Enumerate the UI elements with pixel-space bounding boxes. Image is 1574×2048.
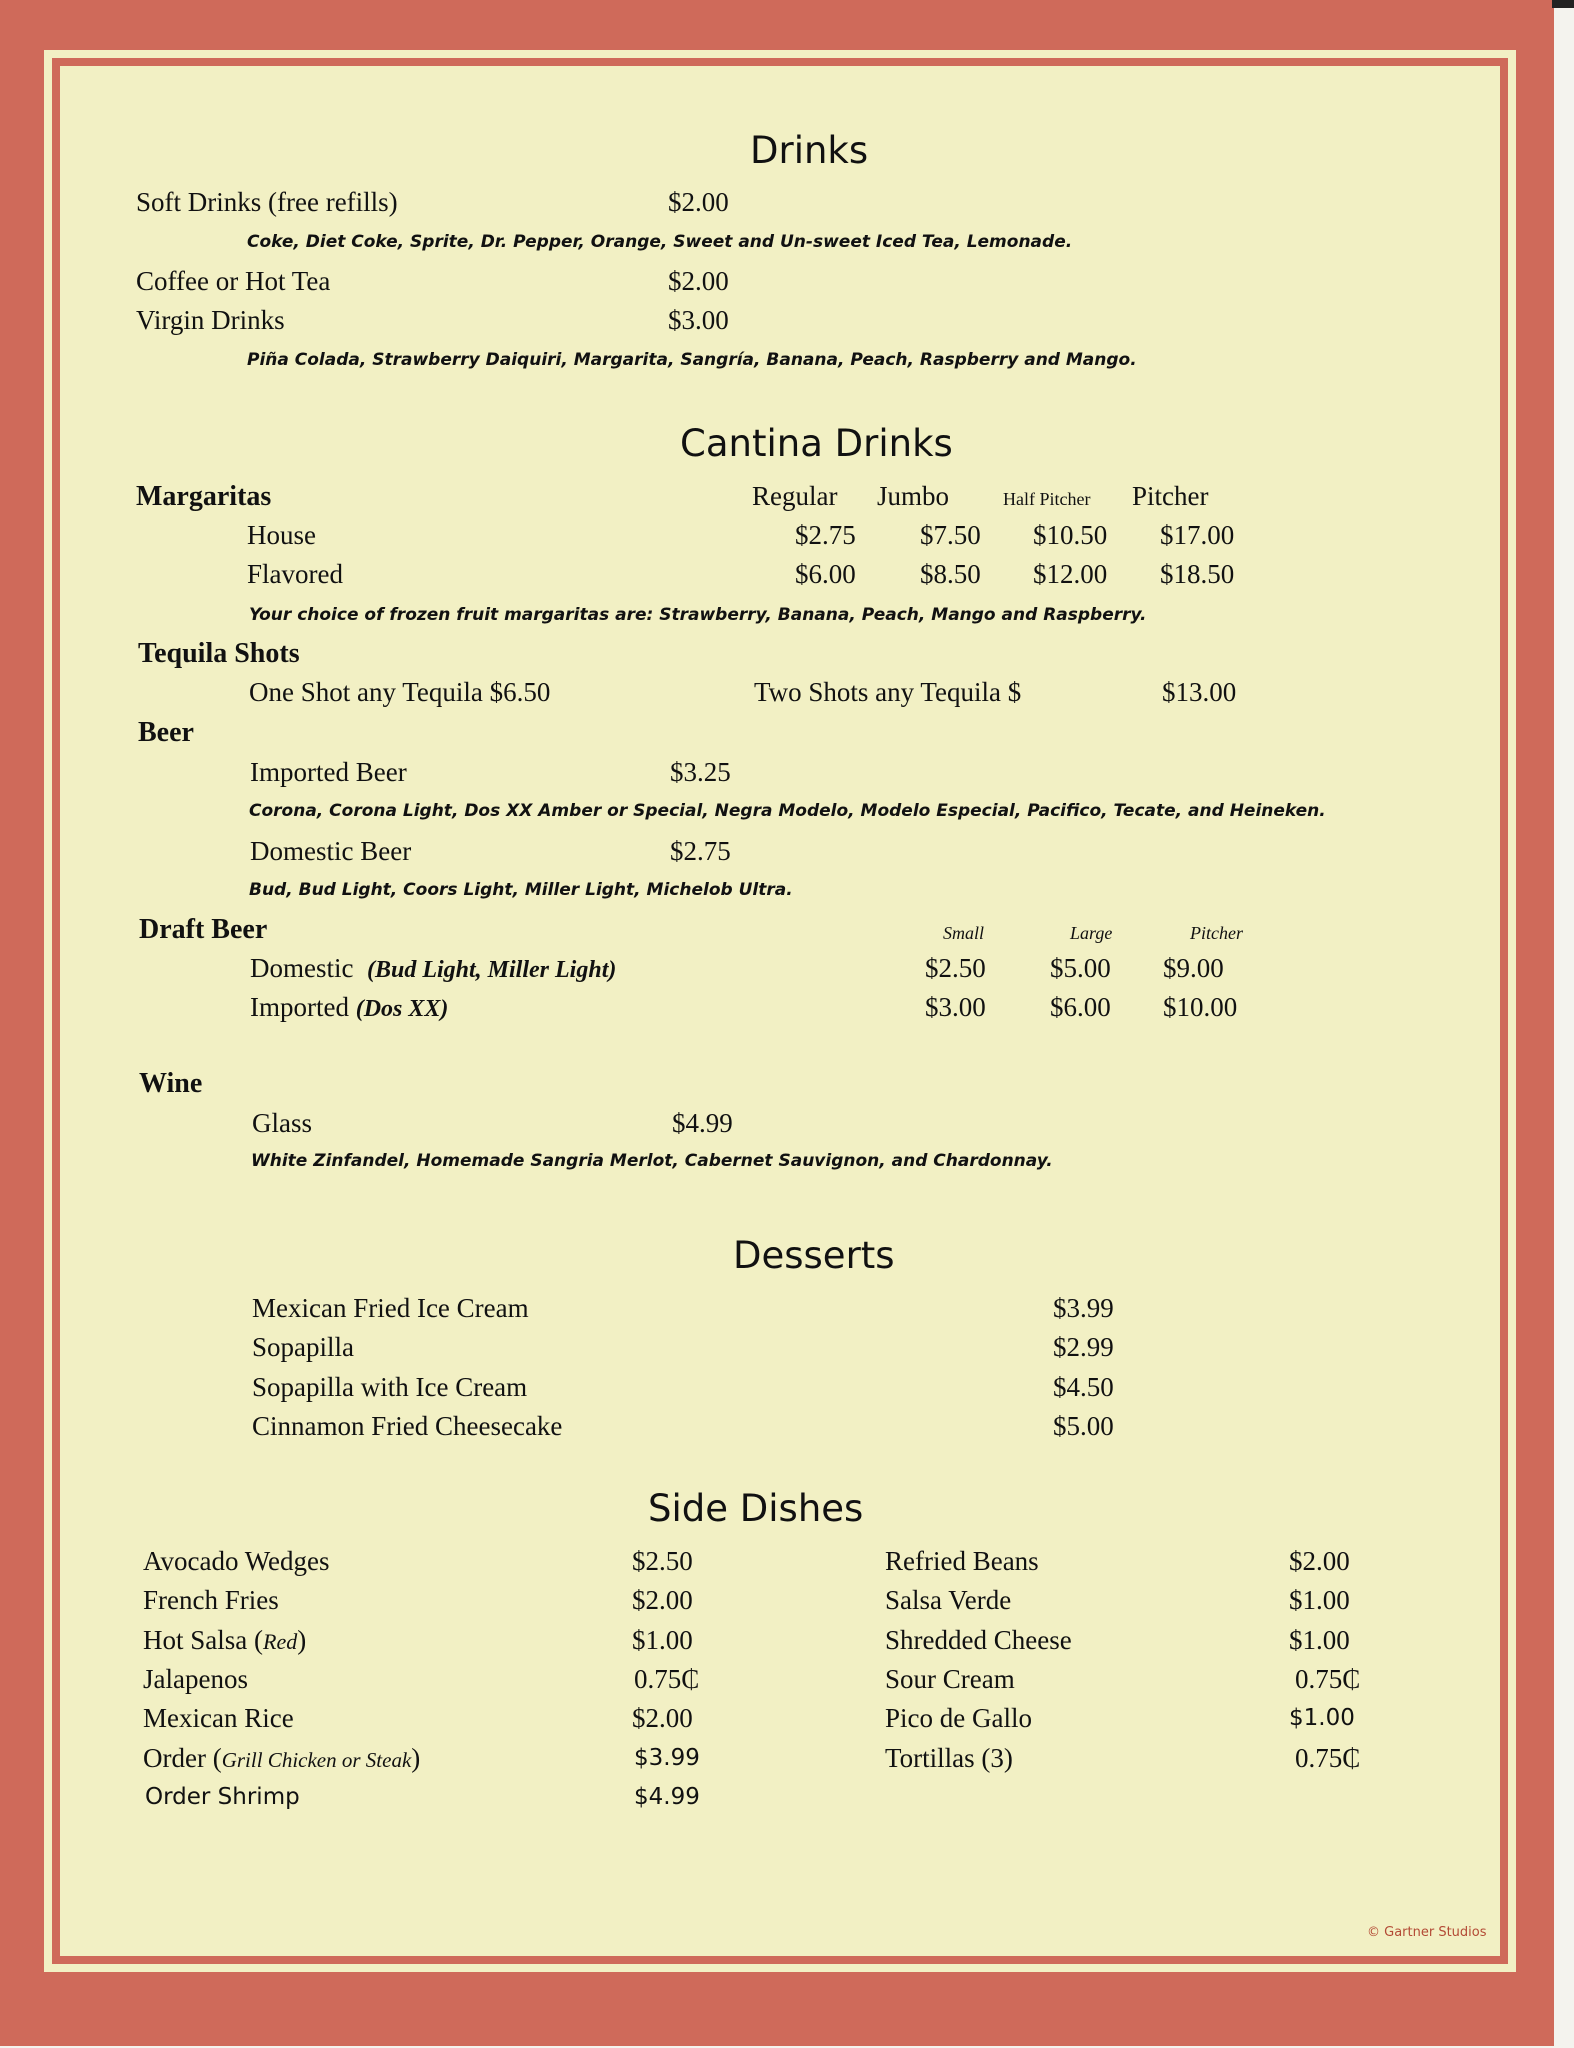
desserts-title: Desserts xyxy=(733,1234,895,1277)
soft-drinks-price: $2.00 xyxy=(668,187,729,217)
dessert-name: Mexican Fried Ice Cream xyxy=(252,1293,529,1323)
flavored-jumbo: $8.50 xyxy=(920,559,981,589)
draft-domestic-large: $5.00 xyxy=(1050,953,1111,983)
side-name: Order xyxy=(143,1743,206,1773)
side-price: $1.00 xyxy=(632,1625,693,1655)
virgin-price: $3.00 xyxy=(668,305,729,335)
side-price: 0.75₵ xyxy=(1295,1664,1361,1694)
side-price: $4.99 xyxy=(634,1784,700,1810)
house-name: House xyxy=(247,520,316,550)
col-regular: Regular xyxy=(752,481,838,511)
copyright-credit: © Gartner Studios xyxy=(1367,1925,1487,1940)
house-half: $10.50 xyxy=(1033,520,1108,550)
draft-domestic-small: $2.50 xyxy=(925,953,986,983)
draft-imported-name: Imported xyxy=(250,992,349,1022)
domestic-beer-desc: Bud, Bud Light, Coors Light, Miller Light, Michelob Ultra. xyxy=(249,880,793,900)
side-order: Order (Grill Chicken or Steak) xyxy=(143,1743,421,1773)
coffee-name: Coffee or Hot Tea xyxy=(136,266,331,296)
side-price: $1.00 xyxy=(1289,1625,1350,1655)
scan-edge xyxy=(1552,0,1574,8)
draft-col-pitcher: Pitcher xyxy=(1190,923,1243,943)
draft-domestic-note: (Bud Light, Miller Light) xyxy=(366,957,617,983)
tequila-two: Two Shots any Tequila $ xyxy=(754,677,1022,707)
beer-heading: Beer xyxy=(138,717,194,748)
draft-imported-small: $3.00 xyxy=(925,992,986,1022)
tequila-heading: Tequila Shots xyxy=(138,638,300,669)
draft-domestic-name: Domestic xyxy=(250,953,354,983)
sides-title: Side Dishes xyxy=(648,1487,864,1530)
imported-beer-price: $3.25 xyxy=(670,757,731,787)
imported-beer-desc: Corona, Corona Light, Dos XX Amber or Special, Negra Modelo, Modelo Especial, Pacifico, Tecate, and Heineken. xyxy=(249,801,1326,821)
house-jumbo: $7.50 xyxy=(920,520,981,550)
wine-glass-price: $4.99 xyxy=(672,1108,733,1138)
draft-heading: Draft Beer xyxy=(139,914,268,945)
side-hot-salsa: Hot Salsa (Red) xyxy=(143,1625,307,1655)
dessert-price: $5.00 xyxy=(1053,1411,1114,1441)
side-name: Avocado Wedges xyxy=(143,1546,330,1576)
col-half-pitcher: Half Pitcher xyxy=(1003,489,1091,509)
flavored-pitcher: $18.50 xyxy=(1160,559,1235,589)
virgin-name: Virgin Drinks xyxy=(136,305,285,335)
side-note: Red xyxy=(263,1629,298,1654)
draft-imported-row xyxy=(250,994,448,1021)
domestic-beer-name: Domestic Beer xyxy=(250,836,412,866)
dessert-price: $3.99 xyxy=(1053,1293,1114,1323)
side-name: Mexican Rice xyxy=(143,1703,294,1733)
dessert-name: Sopapilla with Ice Cream xyxy=(252,1372,528,1402)
dessert-price: $4.50 xyxy=(1053,1372,1114,1402)
side-price: 0.75₵ xyxy=(634,1664,700,1694)
col-jumbo: Jumbo xyxy=(877,481,950,511)
side-price: 0.75₵ xyxy=(1295,1743,1361,1773)
wine-desc: White Zinfandel, Homemade Sangria Merlot, Cabernet Sauvignon, and Chardonnay. xyxy=(251,1151,1053,1171)
draft-domestic-pitcher: $9.00 xyxy=(1163,953,1224,983)
dessert-name: Sopapilla xyxy=(252,1332,354,1362)
side-price: $1.00 xyxy=(1289,1585,1350,1615)
imported-beer-name: Imported Beer xyxy=(250,757,407,787)
side-name: Order Shrimp xyxy=(145,1784,300,1810)
flavored-half: $12.00 xyxy=(1033,559,1108,589)
house-pitcher: $17.00 xyxy=(1160,520,1235,550)
side-price: $2.00 xyxy=(632,1585,693,1615)
tequila-two-price: $13.00 xyxy=(1162,677,1237,707)
flavored-name: Flavored xyxy=(247,559,343,589)
margaritas-desc: Your choice of frozen fruit margaritas are: Strawberry, Banana, Peach, Mango and Raspberry. xyxy=(249,605,1147,625)
draft-imported-pitcher: $10.00 xyxy=(1163,992,1238,1022)
draft-imported-note: (Dos XX) xyxy=(355,996,449,1022)
side-name: Hot Salsa xyxy=(143,1625,248,1655)
house-regular: $2.75 xyxy=(795,520,856,550)
soft-drinks-name: Soft Drinks (free refills) xyxy=(136,187,398,217)
dessert-name: Cinnamon Fried Cheesecake xyxy=(252,1411,563,1441)
side-price: $2.50 xyxy=(632,1546,693,1576)
tequila-one: One Shot any Tequila $6.50 xyxy=(249,677,551,707)
soft-drinks-desc: Coke, Diet Coke, Sprite, Dr. Pepper, Orange, Sweet and Un-sweet Iced Tea, Lemonade. xyxy=(247,232,1073,252)
margaritas-heading: Margaritas xyxy=(136,481,272,512)
domestic-beer-price: $2.75 xyxy=(670,836,731,866)
virgin-desc: Piña Colada, Strawberry Daiquiri, Margarita, Sangría, Banana, Peach, Raspberry and Mango. xyxy=(247,350,1137,370)
side-name: French Fries xyxy=(143,1585,279,1615)
side-price: $3.99 xyxy=(634,1745,700,1771)
draft-imported-large: $6.00 xyxy=(1050,992,1111,1022)
side-name: Salsa Verde xyxy=(885,1585,1012,1615)
coffee-price: $2.00 xyxy=(668,266,729,296)
flavored-regular: $6.00 xyxy=(795,559,856,589)
side-name: Jalapenos xyxy=(143,1664,248,1694)
side-price: $2.00 xyxy=(632,1703,693,1733)
cantina-title: Cantina Drinks xyxy=(680,422,953,465)
side-note: Grill Chicken or Steak xyxy=(221,1748,412,1772)
side-name: Sour Cream xyxy=(885,1664,1015,1694)
wine-glass-name: Glass xyxy=(252,1108,312,1138)
drinks-title: Drinks xyxy=(750,129,869,172)
side-name: Tortillas (3) xyxy=(885,1743,1013,1773)
side-price: $1.00 xyxy=(1289,1705,1355,1731)
draft-domestic-row xyxy=(250,955,616,982)
side-price: $2.00 xyxy=(1289,1546,1350,1576)
wine-heading: Wine xyxy=(139,1068,203,1099)
side-name: Pico de Gallo xyxy=(885,1703,1032,1733)
col-pitcher: Pitcher xyxy=(1132,481,1209,511)
draft-col-small: Small xyxy=(943,923,985,943)
side-name: Refried Beans xyxy=(885,1546,1039,1576)
dessert-price: $2.99 xyxy=(1053,1332,1114,1362)
side-name: Shredded Cheese xyxy=(885,1625,1072,1655)
draft-col-large: Large xyxy=(1070,923,1113,943)
